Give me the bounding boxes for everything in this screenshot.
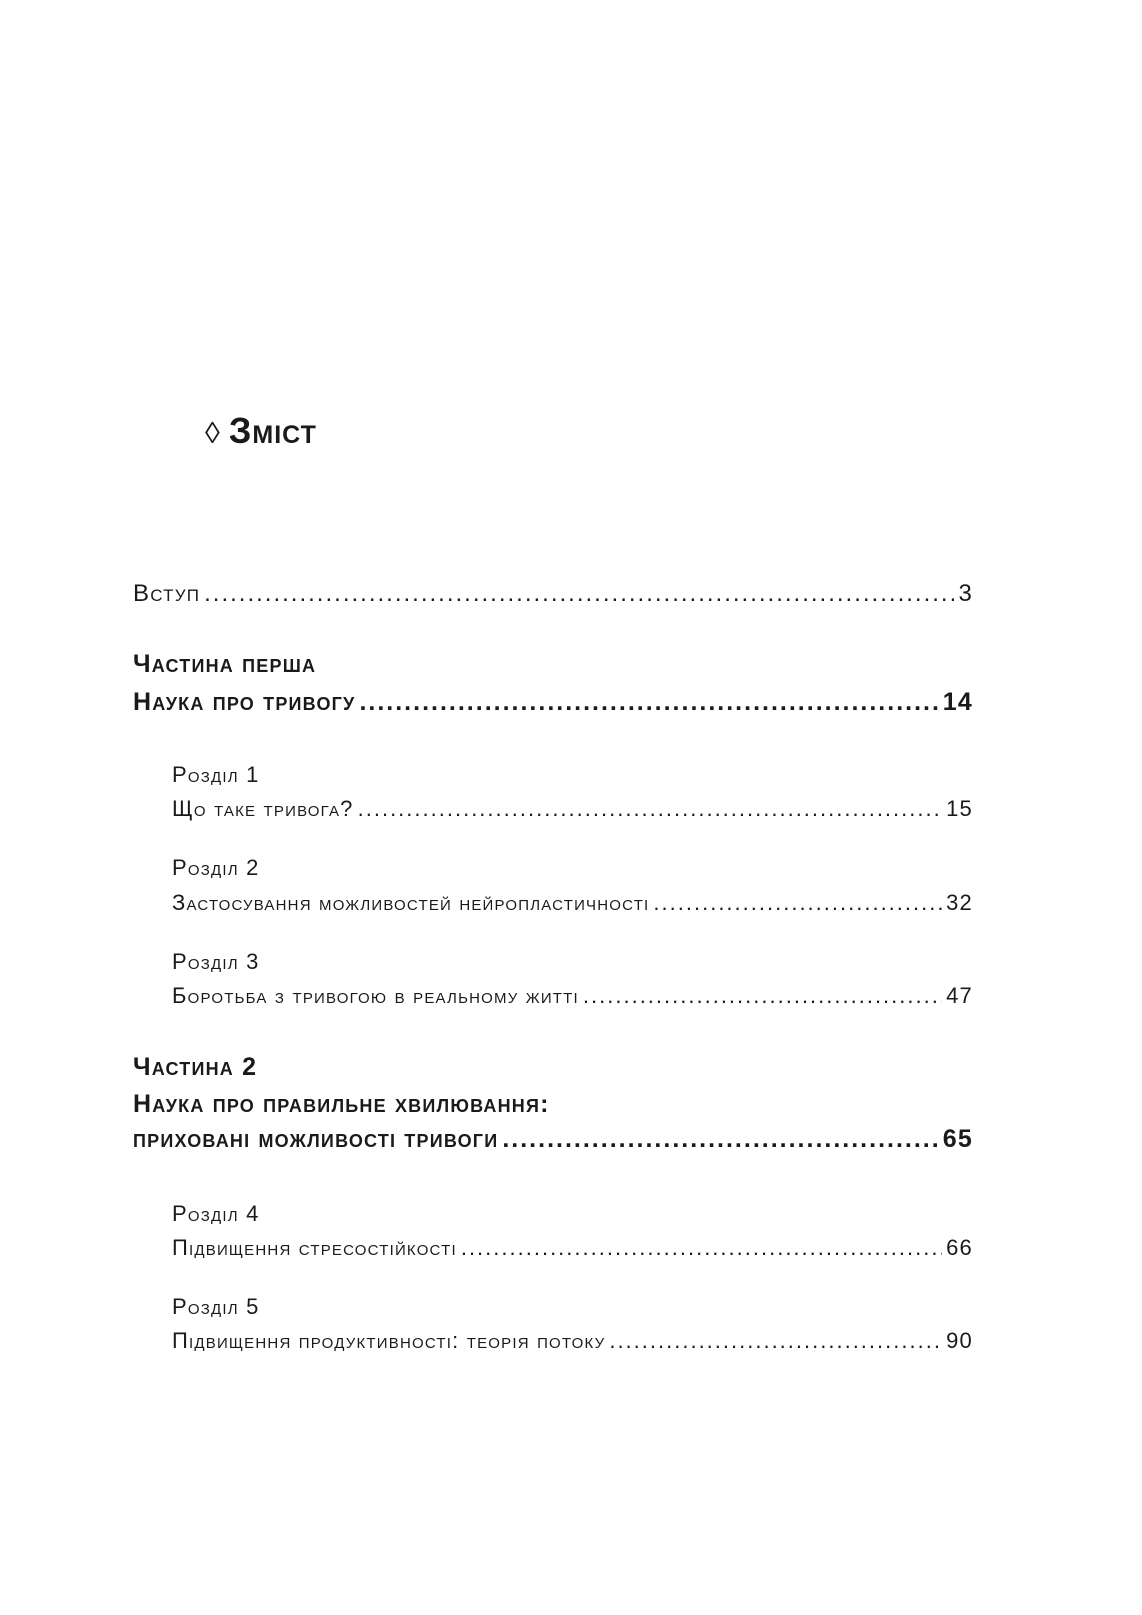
entry-page: 14 xyxy=(942,688,973,716)
leader-dots xyxy=(583,983,942,1009)
leader-dots xyxy=(358,796,943,822)
ch3-label: Розділ 3 xyxy=(172,949,260,974)
toc-entry-ch1[interactable] xyxy=(172,796,973,822)
diamond-outline-icon: ◊ xyxy=(205,417,221,450)
entry-title: Що таке тривога? xyxy=(172,796,354,821)
entry-page: 32 xyxy=(946,890,973,915)
entry-page: 90 xyxy=(946,1328,973,1353)
entry-title: приховані можливості тривоги xyxy=(133,1125,499,1153)
title-text: Зміст xyxy=(228,410,317,451)
part2-label: Частина 2 xyxy=(133,1053,258,1081)
ch1-label: Розділ 1 xyxy=(172,762,260,787)
toc-entry-ch5[interactable] xyxy=(172,1328,973,1354)
part1-label: Частина перша xyxy=(133,650,317,678)
toc-entry-ch4[interactable] xyxy=(172,1235,973,1261)
ch4-label: Розділ 4 xyxy=(172,1201,260,1226)
entry-page: 15 xyxy=(946,796,973,821)
ch2-label: Розділ 2 xyxy=(172,855,260,880)
entry-page: 66 xyxy=(946,1235,973,1260)
entry-title: Застосування можливостей нейропластичності xyxy=(172,890,650,915)
leader-dots xyxy=(204,580,954,608)
leader-dots xyxy=(359,688,938,717)
toc-entry-part2[interactable] xyxy=(133,1125,973,1154)
entry-title: Боротьба з тривогою в реальному житті xyxy=(172,983,579,1008)
leader-dots xyxy=(461,1235,942,1261)
entry-page: 3 xyxy=(958,580,973,607)
entry-title: Наука про тривогу xyxy=(133,688,356,716)
toc-entry-ch2[interactable] xyxy=(172,890,973,916)
page-title xyxy=(205,410,317,452)
entry-page: 65 xyxy=(942,1125,973,1153)
entry-title: Вступ xyxy=(133,580,201,607)
part2-title-line1: Наука про правильне хвилювання: xyxy=(133,1090,550,1118)
toc-entry-intro[interactable] xyxy=(133,580,973,608)
leader-dots xyxy=(653,890,942,916)
entry-page: 47 xyxy=(946,983,973,1008)
ch5-label: Розділ 5 xyxy=(172,1294,260,1319)
entry-title: Підвищення стресостійкості xyxy=(172,1235,457,1260)
leader-dots xyxy=(502,1125,938,1154)
leader-dots xyxy=(609,1328,942,1354)
toc-entry-ch3[interactable] xyxy=(172,983,973,1009)
toc-entry-part1[interactable] xyxy=(133,688,973,717)
entry-title: Підвищення продуктивності: теорія потоку xyxy=(172,1328,606,1353)
